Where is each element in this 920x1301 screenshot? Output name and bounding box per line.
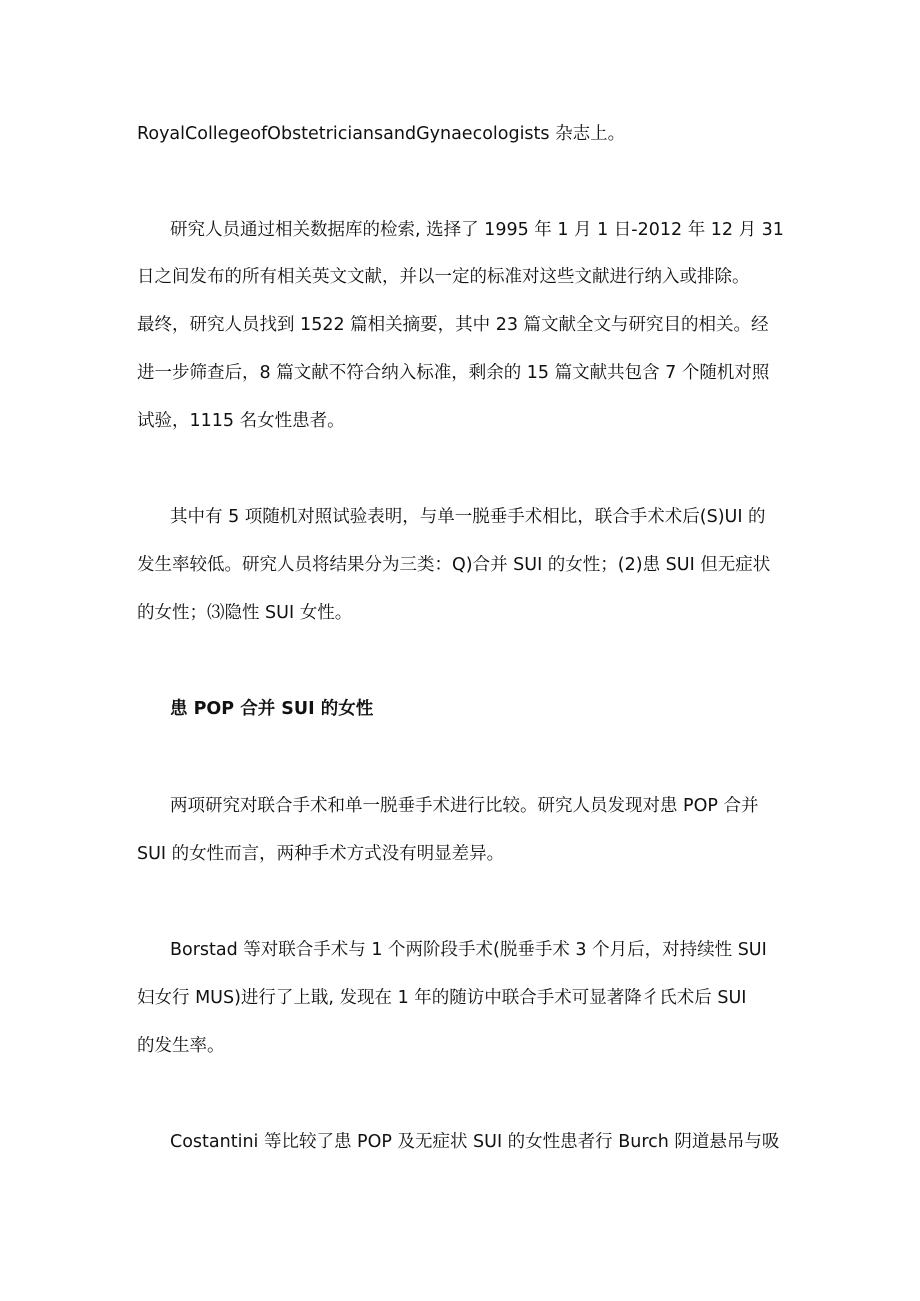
paragraph-line: RoyalCollegeofObstetriciansandGynaecologists 杂志上。 [137, 124, 626, 144]
paragraph-line: 的女性；⑶隐性 SUI 女性。 [137, 603, 353, 623]
paragraph-line: Borstad 等对联合手术与 1 个两阶段手术(脱垂手术 3 个月后，对持续性 SUI [170, 940, 767, 960]
paragraph-line: 进一步筛查后，8 篇文献不符合纳入标准，剩余的 15 篇文献共包含 7 个随机对照 [137, 363, 770, 383]
paragraph-line: 妇女行 MUS)进行了上戢, 发现在 1 年的随访中联合手术可显著降彳氏术后 SUI [137, 988, 747, 1008]
paragraph-line: Costantini 等比较了患 POP 及无症状 SUI 的女性患者行 Burch 阴道悬吊与吸 [170, 1132, 780, 1152]
paragraph-line: 研究人员通过相关数据库的检索, 选择了 1995 年 1 月 1 日-2012 年 12 月 31 [170, 220, 784, 240]
paragraph-line: 两项研究对联合手术和单一脱垂手术进行比较。研究人员发现对患 POP 合并 [170, 796, 759, 816]
paragraph-line: 最终，研究人员找到 1522 篇相关摘要，其中 23 篇文献全文与研究目的相关。经 [137, 315, 769, 335]
paragraph-line: 发生率较低。研究人员将结果分为三类：Q)合并 SUI 的女性；(2)患 SUI 但无症状 [137, 555, 771, 575]
paragraph-line: SUI 的女性而言，两种手术方式没有明显差异。 [137, 844, 505, 864]
paragraph-line: 的发生率。 [137, 1036, 225, 1056]
paragraph-line: 其中有 5 项随机对照试验表明，与单一脱垂手术相比，联合手术术后(S)UI 的 [170, 507, 766, 527]
paragraph-line: 试验，1115 名女性患者。 [137, 411, 345, 431]
paragraph-line: 日之间发布的所有相关英文文献，并以一定的标准对这些文献进行纳入或排除。 [137, 267, 750, 287]
section-heading: 患 POP 合并 SUI 的女性 [170, 699, 374, 719]
